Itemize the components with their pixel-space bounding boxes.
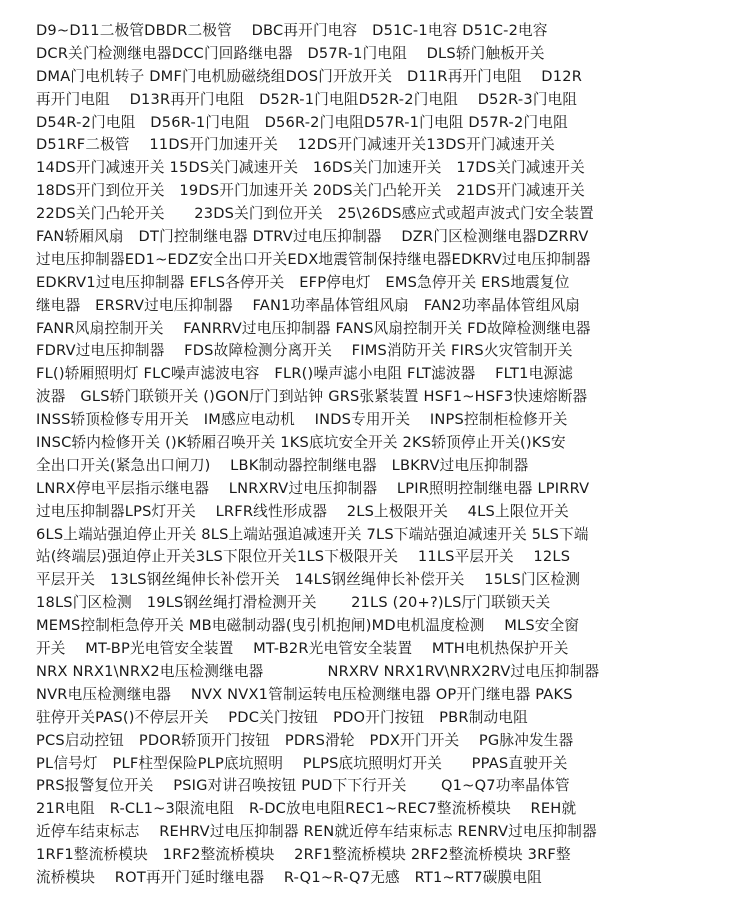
text-line: PL信号灯 PLF柱型保险PLP底坑照明 PLPS底坑照明灯开关 PPAS直驶开关	[36, 754, 568, 772]
text-line: D9~D11二极管DBDR二极管 DBC再开门电容 D51C-1电容 D51C-2电容	[36, 22, 548, 39]
text-line: 过电压抑制器ED1~EDZ安全出口开关EDX地震管制保持继电器EDKRV过电压抑制器	[36, 250, 591, 268]
text-line: 再开门电阻 D13R再开门电阻 D52R-1门电阻D52R-2门电阻 D52R-3门电阻	[36, 90, 578, 108]
text-line: 波器 GLS轿门联锁开关 ()GON厅门到站钟 GRS张紧装置 HSF1~HSF3快速熔断器	[36, 388, 588, 406]
text-line: 过电压抑制器LPS灯开关 LRFR线性形成器 2LS上极限开关 4LS上限位开关	[36, 502, 569, 520]
text-line: 21R电阻 R-CL1~3限流电阻 R-DC放电电阻REC1~REC7整流桥模块 REH就	[36, 800, 577, 818]
text-line: 6LS上端站强迫停止开关 8LS上端站强追减速开关 7LS下端站强迫减速开关 5LS下端	[36, 525, 589, 543]
text-line: FANR风扇控制开关 FANRRV过电压抑制器 FANS风扇控制开关 FD故障检测继电器	[36, 319, 591, 337]
text-line: 18LS门区检测 19LS钢丝绳打滑检测开关 21LS (20+?)LS厅门联锁天关	[36, 594, 551, 612]
text-line: NRX NRX1\NRX2电压检测继电器 NRXRV NRX1RV\NRX2RV过电压抑制器	[36, 662, 600, 680]
text-line: D51RF二极管 11DS开门加速开关 12DS开门减速开关13DS开门减速开关	[36, 136, 555, 154]
text-line: 继电器 ERSRV过电压抑制器 FAN1功率晶体管组风扇 FAN2功率晶体管组风扇	[36, 296, 581, 314]
text-line: 站(终端层)强迫停止开关3LS下限位开关1LS下极限开关 11LS平层开关 12LS	[36, 548, 571, 566]
text-line: 流桥模块 ROT再开门延时继电器 R-Q1~R-Q7无感 RT1~RT7碳膜电阻	[36, 868, 542, 886]
text-line: FAN轿厢风扇 DT门控制继电器 DTRV过电压抑制器 DZR门区检测继电器DZRRV	[36, 228, 589, 246]
text-line: DMA门电机转子 DMF门电机励磁绕组DOS门开放开关 D11R再开门电阻 D12R	[36, 67, 583, 85]
text-line: 14DS开门减速开关 15DS关门减速开关 16DS关门加速开关 17DS关门减速开关	[36, 159, 585, 177]
text-line: 驻停开关PAS()不停层开关 PDC关门按钮 PDO开门按钮 PBR制动电阻	[36, 708, 528, 726]
document-body	[36, 20, 728, 890]
text-line: MEMS控制柜急停开关 MB电磁制动器(曳引机抱闸)MD电机温度检测 MLS安全窗	[36, 617, 580, 635]
text-line: LNRX停电平层指示继电器 LNRXRV过电压抑制器 LPIR照明控制继电器 LPIRRV	[36, 479, 590, 497]
text-line: 22DS关门凸轮开关 23DS关门到位开关 25\26DS感应式或超声波式门安全装置	[36, 205, 594, 223]
text-line: EDKRV1过电压抑制器 EFLS各停开关 EFP停电灯 EMS急停开关 ERS地震复位	[36, 273, 570, 291]
text-line: 全出口开关(紧急出口闸刀) LBK制动器控制继电器 LBKRV过电压抑制器	[36, 456, 529, 474]
text-line: NVR电压检测继电器 NVX NVX1管制运转电压检测继电器 OP开门继电器 PAKS	[36, 685, 573, 703]
text-line: PRS报警复位开关 PSIG对讲召唤按钮 PUD下下行开关 Q1~Q7功率晶体管	[36, 777, 570, 795]
text-line: 开关 MT-BP光电管安全装置 MT-B2R光电管安全装置 MTH电机热保护开关	[36, 640, 569, 658]
text-line: DCR关门检测继电器DCC门回路继电器 D57R-1门电阻 DLS轿门触板开关	[36, 44, 545, 62]
text-line: 18DS开门到位开关 19DS开门加速开关 20DS关门凸轮开关 21DS开门减速开关	[36, 182, 585, 200]
text-line: 1RF1整流桥模块 1RF2整流桥模块 2RF1整流桥模块 2RF2整流桥模块 3RF整	[36, 846, 571, 864]
text-line: INSC轿内检修开关 ()K轿厢召唤开关 1KS底坑安全开关 2KS轿顶停止开关()KS安	[36, 434, 566, 452]
text-line: INSS轿顶检修专用开关 IM感应电动机 INDS专用开关 INPS控制柜检修开关	[36, 411, 568, 429]
text-line: PCS启动控钮 PDOR轿顶开门按钮 PDRS滑轮 PDX开门开关 PG脉冲发生器	[36, 731, 574, 749]
text-line: FDRV过电压抑制器 FDS故障检测分离开关 FIMS消防开关 FIRS火灾管制开关	[36, 342, 573, 360]
text-line: 平层开关 13LS钢丝绳伸长补偿开关 14LS钢丝绳伸长补偿开关 15LS门区检测	[36, 571, 581, 589]
text-line: D54R-2门电阻 D56R-1门电阻 D56R-2门电阻D57R-1门电阻 D57R-2门电阻	[36, 113, 568, 131]
text-line: FL()轿厢照明灯 FLC噪声滤波电容 FLR()噪声滤小电阻 FLT滤波器 FLT1电源滤	[36, 365, 573, 383]
text-line: 近停车结束标志 REHRV过电压抑制器 REN就近停车结束标志 RENRV过电压抑制器	[36, 823, 597, 841]
